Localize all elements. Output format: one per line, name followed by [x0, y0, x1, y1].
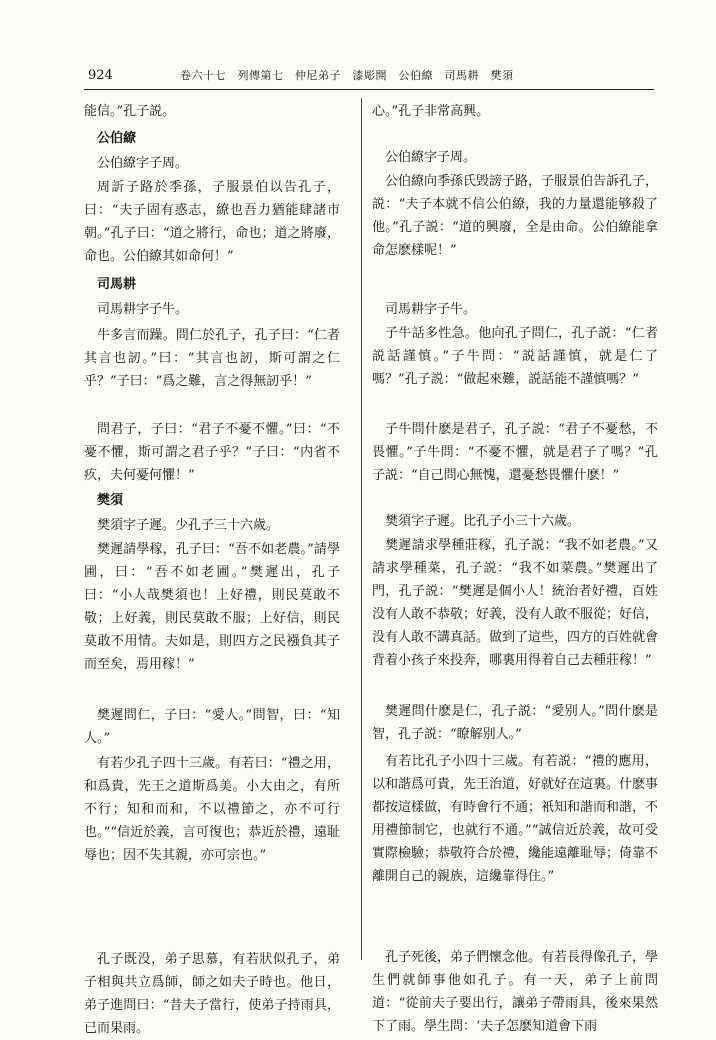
running-header: [88, 64, 648, 88]
paragraph: 子牛問什麽是君子，孔子説：“君子不憂愁，不畏懼。”子牛問：“不憂不懼，就是君子了嗎？”孔子説：“自己問心無愧，還憂愁畏懼什麽！”: [372, 422, 658, 483]
paragraph: 有若少孔子四十三歲。有若曰：“禮之用，和爲貴，先王之道斯爲美。小大由之，有所不行；知和而和，不以禮節之，亦不可行也。”“信近於義，言可復也；恭近於禮，遠耻辱也；因不失其親，亦可宗也。”: [84, 756, 340, 863]
paragraph: 能信。”孔子説。: [84, 104, 176, 119]
header-rule: [84, 89, 654, 90]
paragraph: 樊遲問什麽是仁，孔子説：“愛别人。”問什麽是智，孔子説：“瞭解别人。”: [372, 704, 658, 742]
paragraph: 心。”孔子非常高興。: [372, 104, 490, 119]
paragraph: 孔子死後，弟子們懷念他。有若長得像孔子，學生們就師事他如孔子。有一天，弟子上前問道：“從前夫子要出行，讓弟子帶雨具，後來果然下了雨。學生問：‘夫子怎麽知道會下雨: [372, 950, 659, 1034]
paragraph: 公伯繚字子周。: [97, 156, 189, 171]
section-heading: 司馬耕: [97, 277, 137, 292]
paragraph: 司馬耕字子牛。: [385, 302, 477, 317]
running-title: 卷六十七 列傳第七 仲尼弟子 漆彫開 公伯繚 司馬耕 樊須: [180, 69, 514, 82]
paragraph: 公伯繚字子周。: [385, 150, 477, 165]
paragraph: 孔子既没，弟子思慕，有若狀似孔子，弟子相與共立爲師，師之如夫子時也。他日，弟子進問曰：“昔夫子當行，使弟子持雨具，已而果雨。: [84, 952, 340, 1036]
paragraph: 司馬耕字子牛。: [97, 302, 189, 317]
page-number: 924: [88, 68, 113, 83]
paragraph: 問君子，子曰：“君子不憂不懼。”曰：“不憂不懼，斯可謂之君子乎？”子曰：“内省不疚，夫何憂何懼！”: [84, 422, 340, 483]
paragraph: 樊遲請求學種莊稼，孔子説：“我不如老農。”又請求學種菜，孔子説：“我不如菜農。”樊遲出了門，孔子説：“樊遲是個小人！統治者好禮，百姓没有人敢不恭敬；好義，没有人敢不服從；好信，没有人敢不講真話。做到了這些，四方的百姓就會背着小孩子來投奔，哪裏用得着自己去種莊稼！”: [372, 538, 659, 668]
paragraph: 樊遲請學稼，孔子曰：“吾不如老農。”請學圃，曰：“吾不如老圃。”樊遲出，孔子曰：“小人哉樊須也！上好禮，則民莫敢不敬；上好義，則民莫敢不服；上好信，則民莫敢不用情。夫如是，則四方之民襁負其子而至矣，焉用稼！”: [84, 542, 340, 672]
column-divider: [361, 98, 362, 960]
paragraph: 樊須字子遲。比孔子小三十六歲。: [385, 514, 581, 529]
paragraph: 樊遲問仁，子曰：“愛人。”問智，曰：“知人。”: [84, 708, 340, 746]
paragraph: 牛多言而躁。問仁於孔子，孔子曰：“仁者其言也訒。”曰：“其言也訒，斯可謂之仁乎？”子曰：“爲之難，言之得無訒乎！”: [84, 328, 340, 389]
section-heading: 公伯繚: [97, 131, 137, 146]
paragraph: 子牛話多性急。他向孔子問仁，孔子説：“仁者説話謹慎。”子牛問：“説話謹慎，就是仁了嗎？”孔子説：“做起來難，説話能不謹慎嗎？”: [372, 326, 658, 387]
paragraph: 樊須字子遲。少孔子三十六歲。: [97, 518, 280, 533]
paragraph: 有若比孔子小四十三歲。有若説：“禮的應用，以和諧爲可貴，先王治道，好就好在這裏。什麽事都按這樣做，有時會行不通；衹知和諧而和諧，不用禮節制它，也就行不通。”“誠信近於義，故可受實際檢驗；恭敬符合於禮，纔能遠離耻辱；倚靠不離開自己的親族，這纔靠得住。”: [372, 754, 659, 884]
section-heading: 樊須: [97, 493, 124, 508]
paragraph: 公伯繚向季孫氏毁謗子路，子服景伯告訴孔子，説：“夫子本就不信公伯繚，我的力量還能够殺了他。”孔子説：“道的興廢，全是由命。公伯繚能拿命怎麽樣呢！”: [372, 174, 659, 258]
paragraph: 周訢子路於季孫，子服景伯以告孔子，曰：“夫子固有惑志，繚也吾力猶能肆諸市朝。”孔子曰：“道之將行，命也；道之將廢，命也。公伯繚其如命何！”: [84, 180, 340, 264]
